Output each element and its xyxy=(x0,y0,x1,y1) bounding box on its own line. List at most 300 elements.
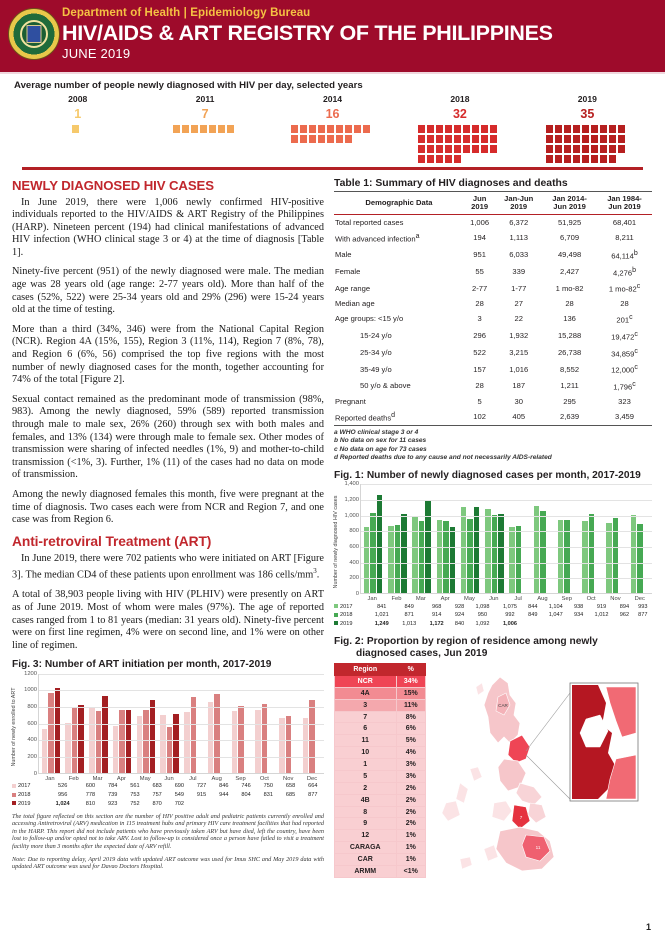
pictogram-dot xyxy=(609,155,616,163)
footnote-marker: c xyxy=(634,330,638,338)
region-percent: 2% xyxy=(396,782,426,794)
table1-row-label: 50 y/o & above xyxy=(360,381,411,391)
chart-data-cell: 870 xyxy=(152,800,162,807)
map-island-batanes xyxy=(476,683,484,695)
page-title: HIV/AIDS & ART REGISTRY OF THE PHILIPPINES xyxy=(62,21,553,45)
pictogram-dot xyxy=(309,135,316,143)
x-axis-tick: Oct xyxy=(586,596,596,603)
chart-series-label xyxy=(334,620,368,629)
pictogram-value-label: 1 xyxy=(74,107,82,121)
chart-data-cell: 993 xyxy=(638,603,648,610)
region-percent: 8% xyxy=(396,711,426,723)
bar-2017-Jan xyxy=(364,527,370,593)
bar-2017-Sep xyxy=(232,711,238,773)
chart-data-cell: 752 xyxy=(130,800,140,807)
map-region-8 xyxy=(528,803,546,823)
table1-cell: 1 mo-82 xyxy=(555,283,584,293)
fig3-chart xyxy=(11,670,324,782)
chart-area xyxy=(333,481,652,603)
map-island-palawan-n xyxy=(456,783,468,803)
pictogram-dot xyxy=(481,135,488,143)
chart-data-cell: 844 xyxy=(528,603,538,610)
chart-data-cell: 894 xyxy=(619,603,630,610)
y-axis-tick: 800 xyxy=(27,704,37,711)
table1-cell: 28 xyxy=(620,298,629,308)
y-axis-tick: 600 xyxy=(349,544,359,551)
chart-data-cell xyxy=(634,620,652,629)
pictogram-dot xyxy=(454,135,461,143)
gridline xyxy=(39,757,324,758)
chart-data-cell: 849 xyxy=(528,612,538,619)
paragraph-2: Ninety-five percent (951) of the newly diagnosed were male. The median age was 28 years old (age range: 2-77 years old). More than half of the cases (52%, 522) were 25-34 years old and 29% (296) were 15-24 years old at the time of testing. xyxy=(12,266,324,316)
region-percent: <1% xyxy=(396,865,426,877)
pictogram-dot xyxy=(555,155,562,163)
table1-title: Table 1: Summary of HIV diagnoses and deaths xyxy=(334,177,568,189)
pictogram-dot xyxy=(436,125,443,133)
chart-data-cell xyxy=(542,620,569,629)
pictogram-dot xyxy=(173,125,180,133)
table1-cell: 28 xyxy=(565,298,574,308)
bar-2018-Sep xyxy=(238,706,244,773)
table1-body xyxy=(334,215,652,426)
chart-data-cell: 950 xyxy=(477,612,488,619)
chart-data-cell: 1,104 xyxy=(548,603,563,610)
pictogram-dot xyxy=(291,135,298,143)
gridline xyxy=(39,707,324,708)
bar-2018-Dec xyxy=(309,700,315,773)
region-row xyxy=(335,854,426,866)
bar-2019-Feb xyxy=(78,705,84,773)
table-row xyxy=(334,327,652,344)
x-axis-tick: Feb xyxy=(68,775,79,782)
chart-data-cell: 914 xyxy=(432,612,442,619)
table1-row-label: Total reported cases xyxy=(335,217,404,227)
region-name: 9 xyxy=(335,818,397,830)
art-note: Note: Due to reporting delay, April 2019 data with updated ART outcome was used for Imus SHC and May 2019 data with updated ART outcome was used for Davao Doctors Hospital. xyxy=(12,855,324,871)
table1-cell: 5 xyxy=(477,396,482,406)
table1-cell: 3,459 xyxy=(597,408,652,425)
y-axis-tick: 1,000 xyxy=(344,512,359,519)
bar-2017-Nov xyxy=(606,523,612,593)
page-number: 1 xyxy=(645,922,651,932)
bar-2017-Dec xyxy=(303,718,309,773)
chart-data-cell: 1,092 xyxy=(475,620,490,627)
region-proportion-table xyxy=(334,663,426,878)
pictogram-dot xyxy=(418,145,425,153)
pictogram-dot xyxy=(618,145,625,153)
footnote-marker: d xyxy=(391,411,396,419)
table1-row-label: Reported deaths$^d$ xyxy=(334,408,464,425)
legend-label: 2018 xyxy=(18,792,31,799)
inset-label-ncr: NCR xyxy=(590,728,602,735)
pictogram-dot xyxy=(427,145,434,153)
pictogram-dot xyxy=(564,125,571,133)
pictogram-group-2014 xyxy=(269,94,396,163)
y-axis-tick: 600 xyxy=(27,720,37,727)
region-row xyxy=(335,735,426,747)
paragraph-6-end: . xyxy=(316,569,320,581)
pictogram-dot xyxy=(609,145,616,153)
pictogram-dot xyxy=(573,145,580,153)
chart-data-row xyxy=(334,620,652,629)
pictogram-dot xyxy=(555,145,562,153)
gridline xyxy=(361,531,652,532)
gridline xyxy=(361,516,652,517)
legend-label: 2018 xyxy=(340,612,353,619)
chart-data-cell: 739 xyxy=(107,792,118,799)
y-axis-tick: 400 xyxy=(27,737,37,744)
pictogram-dot xyxy=(582,145,589,153)
fig1-title: Fig. 1: Number of newly diagnosed cases per month, 2017-2019 xyxy=(334,469,641,481)
pictogram-dot xyxy=(309,125,316,133)
bar-2018-Nov xyxy=(613,518,619,594)
bar-2017-Jul xyxy=(509,527,515,593)
pictogram-group-2019 xyxy=(524,94,651,163)
pictogram-year-label: 2011 xyxy=(195,94,215,104)
pictogram-dot xyxy=(454,155,461,163)
y-axis-tick: 1,200 xyxy=(344,496,359,503)
table1-cell: 1-77 xyxy=(511,283,527,293)
legend-label: 2017 xyxy=(18,783,31,790)
table1-col-janjun2019 xyxy=(495,191,542,215)
gridline xyxy=(39,724,324,725)
map-svg xyxy=(430,663,640,878)
paragraph-7: A total of 38,903 people living with HIV (PLHIV) were presently on ART as of June 2019. Most of whom were males (97%). The age of reported cases ranged from 1 to 81 years (median: 31 years old). Ninety-five percent were on first line regimen, 4% were on second line, and 1% were on other line of regimen. xyxy=(12,589,324,651)
x-axis-tick: Mar xyxy=(92,775,103,782)
pictogram-dot xyxy=(618,125,625,133)
x-axis-tick: Nov xyxy=(283,775,294,782)
col4-line2: Jun 2019 xyxy=(608,201,641,211)
footnote-marker: c xyxy=(629,314,633,322)
table1-cell: 1,932 xyxy=(509,331,529,341)
chart-data-cell: 840 xyxy=(454,620,465,627)
table-row xyxy=(334,263,652,280)
table1-cell: 2,427 xyxy=(560,266,580,276)
table1-cell: 34,859$^c$ xyxy=(611,347,638,359)
region-name: 12 xyxy=(335,830,397,842)
fig3-title: Fig. 3: Number of ART initiation per month, 2017-2019 xyxy=(12,659,272,671)
pictogram-dot xyxy=(345,125,352,133)
x-axis-tick: May xyxy=(464,596,475,603)
chart-data-cell xyxy=(615,620,633,629)
table1-cell: 405 xyxy=(495,408,542,425)
pictogram-dot xyxy=(609,135,616,143)
heading-art: Anti-retroviral Treatment (ART) xyxy=(12,533,212,549)
y-axis-tick: 1000 xyxy=(24,687,37,694)
table1-cell: 8,211 xyxy=(615,233,634,243)
bar-2018-Jan xyxy=(370,513,376,593)
y-axis-tick: 200 xyxy=(349,575,359,582)
x-axis-tick: Apr xyxy=(116,775,126,782)
region-name: ARMM xyxy=(335,865,397,877)
table-row xyxy=(334,361,652,378)
region-name: NCR xyxy=(335,675,397,687)
gridline xyxy=(361,500,652,501)
region-row xyxy=(335,675,426,687)
chart-data-cell xyxy=(588,620,615,629)
x-axis-tick: May xyxy=(139,775,151,782)
heading-newly-diagnosed: NEWLY DIAGNOSED HIV CASES xyxy=(12,177,214,193)
bar-2017-Apr xyxy=(113,726,119,773)
table1-cell: 296 xyxy=(473,331,486,341)
table1-cell: 1,113 xyxy=(509,233,528,243)
pictogram-dot xyxy=(427,155,434,163)
table1-row-label: Pregnant xyxy=(335,396,366,406)
table1-cell: 30 xyxy=(514,396,523,406)
chart-data-cell: 702 xyxy=(174,800,185,807)
gridline xyxy=(39,740,324,741)
chart-data-cell: 1,012 xyxy=(594,612,609,619)
pictogram-dot xyxy=(227,125,234,133)
x-axis-tick: Mar xyxy=(415,596,426,603)
x-axis-tick: Jan xyxy=(367,596,377,603)
pictogram-dot xyxy=(490,135,497,143)
legend-swatch xyxy=(12,793,16,797)
pictogram-dot xyxy=(72,125,79,133)
bar-2018-Jul xyxy=(516,526,522,593)
table1-cell: 28 xyxy=(475,298,484,308)
region-percent: 1% xyxy=(396,854,426,866)
table1-footnote: a WHO clinical stage 3 or 4 xyxy=(334,429,419,437)
pictogram-group-2011 xyxy=(141,94,268,163)
bar-2017-Dec xyxy=(631,515,637,593)
chart-data-row xyxy=(334,612,652,621)
pictogram-dot xyxy=(564,135,571,143)
pictogram-dot xyxy=(573,155,580,163)
chart-data-cell: 968 xyxy=(432,603,442,610)
table1-col-jan1984 xyxy=(597,191,652,215)
bar-2017-Mar xyxy=(412,517,418,593)
regions-head xyxy=(335,663,426,675)
page-body xyxy=(0,170,665,878)
pictogram-dot xyxy=(600,145,607,153)
table1-cell: 1,006 xyxy=(470,217,490,227)
region-percent: 1% xyxy=(396,830,426,842)
legend-swatch xyxy=(12,784,16,788)
pictogram-dot xyxy=(209,125,216,133)
chart-data-cell: 753 xyxy=(130,792,140,799)
map-region-bicol xyxy=(516,783,542,805)
regions-col-region: Region xyxy=(335,663,397,675)
bar-2017-Feb xyxy=(388,526,394,593)
fig3-data-table xyxy=(12,783,324,809)
table1-cell: 2,639 xyxy=(542,408,597,425)
chart-data-row xyxy=(12,791,324,800)
x-axis-tick: Dec xyxy=(306,775,318,782)
chart-data-cell xyxy=(569,620,587,629)
table1-cell: 102 xyxy=(464,408,496,425)
pictogram-year-label: 2008 xyxy=(68,94,88,104)
y-axis-label: Number of newly diagnosed HIV cases xyxy=(333,495,339,589)
gridline xyxy=(39,690,324,691)
table-row xyxy=(334,344,652,361)
pictogram-dot xyxy=(454,145,461,153)
table1-cell: 2-77 xyxy=(472,283,488,293)
bar-2019-May xyxy=(474,507,480,593)
pictogram-dot xyxy=(445,135,452,143)
pictogram-dot xyxy=(463,135,470,143)
x-axis-tick: Oct xyxy=(259,775,269,782)
pictogram-year-label: 2018 xyxy=(450,94,470,104)
region-percent: 4% xyxy=(396,747,426,759)
chart-data-cell: 727 xyxy=(196,783,207,790)
map-label-7: 7 xyxy=(519,814,523,820)
table1-cell: 1,016 xyxy=(509,364,529,374)
table1-cell: 19,472$^c$ xyxy=(611,330,638,342)
chart-data-cell: 1,013 xyxy=(402,620,417,627)
right-column xyxy=(334,176,652,878)
y-axis-tick: 1200 xyxy=(24,670,37,677)
table1-cell: 1 mo-82$^c$ xyxy=(608,283,641,294)
chart-data-cell: 915 xyxy=(196,792,207,799)
pictogram-group-2008 xyxy=(14,94,141,163)
region-percent: 3% xyxy=(396,759,426,771)
chart-data-cell: 841 xyxy=(377,603,387,610)
chart-area xyxy=(11,670,324,782)
bar-2019-Jan xyxy=(55,688,61,773)
region-name: 4B xyxy=(335,794,397,806)
table1-cell: 55 xyxy=(475,266,484,276)
chart-data-cell: 549 xyxy=(174,792,185,799)
y-axis-label: Number of newly enrolled to ART xyxy=(11,687,17,767)
chart-data-cell: 778 xyxy=(85,792,96,799)
region-percent: 3% xyxy=(396,770,426,782)
chart-data-cell: 526 xyxy=(57,783,68,790)
region-percent: 11% xyxy=(396,699,426,711)
table1-cell: 136 xyxy=(563,314,576,324)
pictogram-dot xyxy=(300,135,307,143)
table1-cell: 1,211 xyxy=(560,381,579,391)
footnote-marker: c xyxy=(632,381,636,389)
region-row xyxy=(335,830,426,842)
region-name: 3 xyxy=(335,699,397,711)
region-name: 6 xyxy=(335,723,397,735)
chart-data-cell xyxy=(279,800,301,809)
fig1-chart xyxy=(333,481,652,603)
chart-data-cell xyxy=(235,800,257,809)
legend-label: 2019 xyxy=(340,620,353,627)
paragraph-4: Sexual contact remained as the predominant mode of transmission (98%, 983). Among the newly diagnosed, 59% (589) reported transmission through male to male sex, 26% (260) through sex with both males and females, and 13% (134) were through male to female sex. Other modes of transmission were sharing of infected needles (1%, 9) and mother-to-child transmission (<1%, 3). Further, 1% (11) of the cases had no data on mode of transmission. xyxy=(12,393,324,481)
x-axis-tick: Apr xyxy=(440,596,450,603)
table1-row-label: Female xyxy=(335,266,361,276)
bar-2018-Mar xyxy=(96,711,102,773)
x-axis-tick: Jan xyxy=(45,775,55,782)
chart-data-cell: 804 xyxy=(241,792,251,799)
pictogram-dot xyxy=(546,155,553,163)
x-axis-tick: Jul xyxy=(189,775,197,782)
table-row xyxy=(334,377,652,394)
y-axis-tick: 200 xyxy=(27,754,37,761)
footnote-marker: c xyxy=(634,364,638,372)
pictogram-dots xyxy=(173,125,238,133)
fig2-content xyxy=(334,663,652,878)
bar-2018-Jan xyxy=(48,693,54,773)
chart-data-cell: 810 xyxy=(85,800,96,807)
legend-swatch xyxy=(334,621,338,625)
x-axis-tick: Jun xyxy=(164,775,174,782)
pictogram-dot xyxy=(609,125,616,133)
pictogram-dot xyxy=(427,135,434,143)
pictogram-dot xyxy=(336,125,343,133)
gridline xyxy=(361,563,652,564)
pictogram-value-label: 35 xyxy=(580,107,595,121)
pictogram-dot xyxy=(436,155,443,163)
table1-cell: 201$^c$ xyxy=(616,314,633,325)
paragraph-5: Among the newly diagnosed females this month, five were pregnant at the time of diagnosis. Two cases each were from NCR and Region 7, and one case was from Region 6. xyxy=(12,488,324,526)
footnote-marker: c xyxy=(634,347,638,355)
table1-cell: 187 xyxy=(512,381,526,391)
chart-data-cell: 664 xyxy=(308,783,318,790)
page-header xyxy=(0,0,665,72)
table1-cell: 4,276$^b$ xyxy=(613,266,636,278)
chart-data-cell: 928 xyxy=(454,603,465,610)
pictogram-dot xyxy=(481,125,488,133)
pictogram-dot xyxy=(463,145,470,153)
chart-data-cell: 685 xyxy=(285,792,296,799)
col3-line2: Jun 2019 xyxy=(553,201,586,211)
pictogram-dot xyxy=(445,145,452,153)
plot-area xyxy=(344,481,652,598)
chart-data-cell: 924 xyxy=(454,612,465,619)
pictogram-title: Average number of people newly diagnosed with HIV per day, selected years xyxy=(14,80,363,91)
chart-data-row xyxy=(334,603,652,612)
region-percent: 6% xyxy=(396,723,426,735)
pictogram-dot xyxy=(555,125,562,133)
pictogram-dot xyxy=(454,125,461,133)
region-row xyxy=(335,865,426,877)
pictogram-dot xyxy=(582,135,589,143)
gridline xyxy=(361,547,652,548)
table-row xyxy=(334,311,652,328)
region-name: 5 xyxy=(335,770,397,782)
paragraph-6 xyxy=(12,553,324,583)
pictogram-dot xyxy=(618,135,625,143)
chart-data-cell: 846 xyxy=(219,783,229,790)
pictogram-dot xyxy=(472,125,479,133)
bar-2017-Jan xyxy=(42,729,48,773)
table1-cell: 951 xyxy=(473,250,486,260)
pictogram-dot xyxy=(463,125,470,133)
regions-col-pct: % xyxy=(396,663,426,675)
seal-center xyxy=(20,20,48,48)
map-region-6 xyxy=(492,801,512,821)
table-row xyxy=(334,394,652,408)
region-name: 8 xyxy=(335,806,397,818)
col2-line2: 2019 xyxy=(510,201,528,211)
table1-row-label: 15-24 y/o xyxy=(360,331,392,341)
pictogram-dot xyxy=(564,155,571,163)
pictogram-dot xyxy=(418,135,425,143)
pictogram-value-label: 32 xyxy=(452,107,467,121)
region-name: 11 xyxy=(335,735,397,747)
pictogram-dot xyxy=(472,135,479,143)
table1-head xyxy=(334,191,652,215)
chart-data-cell: 1,024 xyxy=(55,800,70,807)
pictogram-dot xyxy=(436,145,443,153)
table1-row-label: With advanced infection$^a$ xyxy=(335,233,420,244)
pictogram-dot xyxy=(445,155,452,163)
chart-data-cell: 831 xyxy=(263,792,273,799)
chart-data-cell: 877 xyxy=(308,792,318,799)
chart-data-cell: 956 xyxy=(57,792,68,799)
bar-2019-Apr xyxy=(126,710,132,773)
table1-cell: 157 xyxy=(473,364,486,374)
pictogram-year-label: 2019 xyxy=(577,94,597,104)
pictogram-dot xyxy=(318,135,325,143)
gridline xyxy=(361,484,652,485)
legend-label: 2017 xyxy=(340,603,353,610)
table1-col-jan2014 xyxy=(542,191,597,215)
